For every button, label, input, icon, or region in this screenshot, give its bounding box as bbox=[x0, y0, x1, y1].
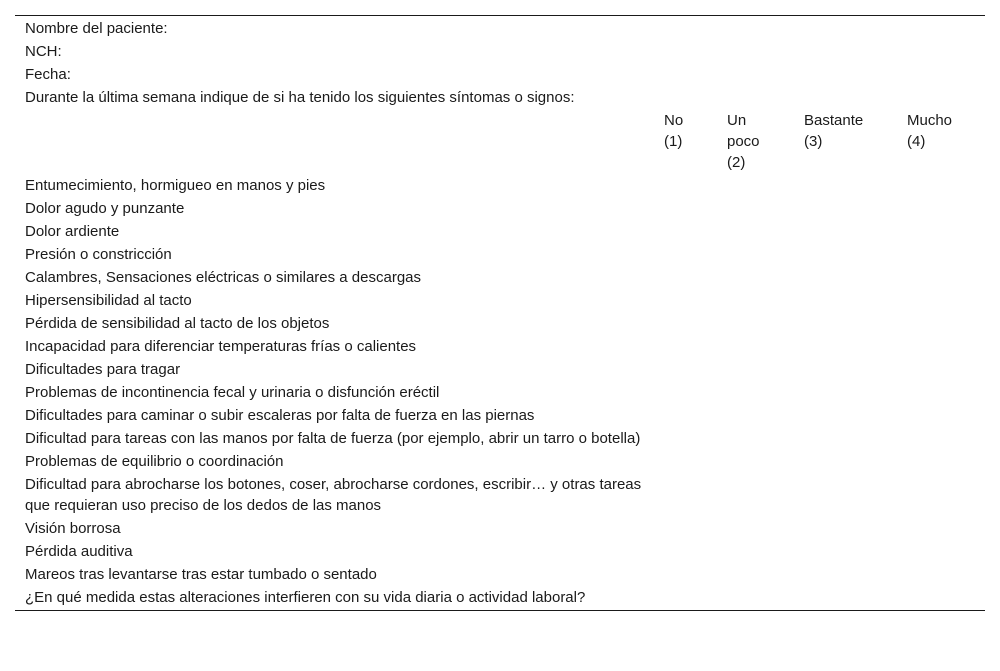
symptom-score-cell[interactable] bbox=[794, 563, 897, 586]
symptom-label: ¿En qué medida estas alteraciones interfieren con su vida diaria o actividad laboral? bbox=[25, 589, 586, 606]
header-row-patient-name bbox=[15, 17, 985, 40]
symptom-score-cell[interactable] bbox=[897, 586, 985, 609]
symptom-score-cell[interactable] bbox=[654, 197, 717, 220]
questionnaire-table-container bbox=[15, 15, 985, 611]
symptom-label: Hipersensibilidad al tacto bbox=[25, 292, 192, 309]
symptom-score-cell[interactable] bbox=[717, 381, 794, 404]
symptom-score-cell[interactable] bbox=[794, 266, 897, 289]
response-option-label: Mucho bbox=[907, 112, 953, 129]
symptom-score-cell[interactable] bbox=[717, 427, 794, 450]
symptom-score-cell[interactable] bbox=[897, 197, 985, 220]
symptom-row bbox=[15, 289, 985, 312]
symptom-score-cell[interactable] bbox=[717, 197, 794, 220]
symptom-score-cell[interactable] bbox=[654, 381, 717, 404]
symptom-label: Dolor agudo y punzante bbox=[25, 200, 185, 217]
symptom-score-cell[interactable] bbox=[717, 540, 794, 563]
symptom-score-cell[interactable] bbox=[897, 335, 985, 358]
symptom-score-cell[interactable] bbox=[794, 220, 897, 243]
response-option-un-poco bbox=[717, 109, 794, 174]
symptom-row bbox=[15, 473, 985, 517]
symptom-score-cell[interactable] bbox=[897, 312, 985, 335]
symptom-label: Incapacidad para diferenciar temperaturas frías o calientes bbox=[25, 338, 417, 355]
header-row-date bbox=[15, 63, 985, 86]
nch-label: NCH: bbox=[25, 43, 62, 60]
response-option-mucho bbox=[897, 109, 985, 174]
symptom-label: Dolor ardiente bbox=[25, 223, 120, 240]
symptom-row bbox=[15, 450, 985, 473]
symptom-score-cell[interactable] bbox=[897, 563, 985, 586]
symptom-score-cell[interactable] bbox=[654, 266, 717, 289]
symptom-score-cell[interactable] bbox=[794, 312, 897, 335]
symptom-score-cell[interactable] bbox=[794, 586, 897, 609]
symptom-score-cell[interactable] bbox=[717, 586, 794, 609]
symptom-row bbox=[15, 563, 985, 586]
symptom-score-cell[interactable] bbox=[897, 266, 985, 289]
symptom-score-cell[interactable] bbox=[794, 358, 897, 381]
symptom-score-cell[interactable] bbox=[654, 335, 717, 358]
symptom-score-cell[interactable] bbox=[897, 220, 985, 243]
symptom-row bbox=[15, 312, 985, 335]
symptom-score-cell[interactable] bbox=[794, 174, 897, 197]
questionnaire-table bbox=[15, 17, 985, 609]
symptom-score-cell[interactable] bbox=[717, 358, 794, 381]
header-row-instructions bbox=[15, 86, 985, 109]
response-option-score: (2) bbox=[727, 154, 746, 171]
symptom-score-cell[interactable] bbox=[717, 335, 794, 358]
symptom-score-cell[interactable] bbox=[794, 243, 897, 266]
response-option-bastante bbox=[794, 109, 897, 174]
response-scale-spacer bbox=[15, 109, 654, 174]
symptom-score-cell[interactable] bbox=[897, 289, 985, 312]
response-option-no bbox=[654, 109, 717, 174]
symptom-row bbox=[15, 335, 985, 358]
symptom-score-cell[interactable] bbox=[717, 312, 794, 335]
header-row-nch bbox=[15, 40, 985, 63]
symptom-row bbox=[15, 517, 985, 540]
symptom-score-cell[interactable] bbox=[794, 197, 897, 220]
symptom-label: Entumecimiento, hormigueo en manos y pies bbox=[25, 177, 326, 194]
symptom-label: Calambres, Sensaciones eléctricas o similares a descargas bbox=[25, 269, 422, 286]
symptom-score-cell[interactable] bbox=[897, 381, 985, 404]
symptom-score-cell[interactable] bbox=[794, 450, 897, 473]
symptom-score-cell[interactable] bbox=[794, 289, 897, 312]
symptom-score-cell[interactable] bbox=[717, 174, 794, 197]
symptom-score-cell[interactable] bbox=[794, 335, 897, 358]
symptom-row bbox=[15, 586, 985, 609]
questionnaire-body bbox=[15, 17, 985, 609]
response-option-label: poco bbox=[727, 133, 760, 150]
symptom-score-cell[interactable] bbox=[897, 450, 985, 473]
symptom-label: Mareos tras levantarse tras estar tumbado o sentado bbox=[25, 566, 377, 583]
symptom-score-cell[interactable] bbox=[794, 427, 897, 450]
symptom-score-cell[interactable] bbox=[897, 473, 985, 517]
symptom-score-cell[interactable] bbox=[654, 358, 717, 381]
patient-name-label: Nombre del paciente: bbox=[25, 20, 168, 37]
symptom-score-cell[interactable] bbox=[717, 220, 794, 243]
symptom-score-cell[interactable] bbox=[654, 473, 717, 517]
symptom-score-cell[interactable] bbox=[654, 174, 717, 197]
symptom-label: Problemas de incontinencia fecal y urinaria o disfunción eréctil bbox=[25, 384, 440, 401]
symptom-score-cell[interactable] bbox=[717, 243, 794, 266]
symptom-score-cell[interactable] bbox=[897, 517, 985, 540]
symptom-row bbox=[15, 220, 985, 243]
symptom-row bbox=[15, 266, 985, 289]
symptom-row bbox=[15, 404, 985, 427]
symptom-row bbox=[15, 243, 985, 266]
symptom-label: Problemas de equilibrio o coordinación bbox=[25, 453, 284, 470]
symptom-score-cell[interactable] bbox=[794, 473, 897, 517]
symptom-score-cell[interactable] bbox=[717, 517, 794, 540]
date-label: Fecha: bbox=[25, 66, 71, 83]
symptom-score-cell[interactable] bbox=[717, 404, 794, 427]
symptom-row bbox=[15, 427, 985, 450]
symptom-label: Visión borrosa bbox=[25, 520, 121, 537]
symptom-score-cell[interactable] bbox=[654, 427, 717, 450]
symptom-row bbox=[15, 358, 985, 381]
symptom-label: Dificultad para tareas con las manos por falta de fuerza (por ejemplo, abrir un tarro o botella) bbox=[25, 430, 641, 447]
symptom-score-cell[interactable] bbox=[897, 404, 985, 427]
symptom-score-cell[interactable] bbox=[717, 563, 794, 586]
symptom-score-cell[interactable] bbox=[654, 220, 717, 243]
response-option-label: No bbox=[664, 112, 684, 129]
response-scale-row bbox=[15, 109, 985, 174]
symptom-score-cell[interactable] bbox=[897, 540, 985, 563]
symptom-score-cell[interactable] bbox=[654, 450, 717, 473]
symptom-row bbox=[15, 174, 985, 197]
symptom-score-cell[interactable] bbox=[794, 404, 897, 427]
symptom-label: Dificultades para tragar bbox=[25, 361, 181, 378]
symptom-score-cell[interactable] bbox=[654, 540, 717, 563]
symptom-score-cell[interactable] bbox=[654, 563, 717, 586]
symptom-score-cell[interactable] bbox=[794, 381, 897, 404]
symptom-score-cell[interactable] bbox=[717, 266, 794, 289]
symptom-score-cell[interactable] bbox=[717, 289, 794, 312]
symptom-score-cell[interactable] bbox=[654, 517, 717, 540]
symptom-score-cell[interactable] bbox=[794, 517, 897, 540]
symptom-score-cell[interactable] bbox=[654, 404, 717, 427]
symptom-score-cell[interactable] bbox=[897, 358, 985, 381]
symptom-score-cell[interactable] bbox=[654, 289, 717, 312]
symptom-score-cell[interactable] bbox=[654, 243, 717, 266]
response-option-label: Un bbox=[727, 112, 747, 129]
symptom-score-cell[interactable] bbox=[897, 174, 985, 197]
symptom-score-cell[interactable] bbox=[794, 540, 897, 563]
response-option-score: (4) bbox=[907, 133, 926, 150]
symptom-row bbox=[15, 540, 985, 563]
symptom-label: Pérdida auditiva bbox=[25, 543, 133, 560]
symptom-row bbox=[15, 381, 985, 404]
symptom-score-cell[interactable] bbox=[654, 312, 717, 335]
response-option-score: (1) bbox=[664, 133, 683, 150]
symptom-label: Dificultad para abrocharse los botones, coser, abrocharse cordones, escribir… y otras tareas que requieran uso preciso de los dedos de las manos bbox=[25, 476, 642, 514]
symptom-score-cell[interactable] bbox=[897, 427, 985, 450]
symptom-score-cell[interactable] bbox=[717, 450, 794, 473]
response-option-score: (3) bbox=[804, 133, 823, 150]
instructions-text: Durante la última semana indique de si ha tenido los siguientes síntomas o signos: bbox=[25, 89, 575, 106]
symptom-label: Presión o constricción bbox=[25, 246, 172, 263]
symptom-label: Pérdida de sensibilidad al tacto de los objetos bbox=[25, 315, 330, 332]
symptom-score-cell[interactable] bbox=[654, 586, 717, 609]
symptom-score-cell[interactable] bbox=[717, 473, 794, 517]
symptom-label: Dificultades para caminar o subir escaleras por falta de fuerza en las piernas bbox=[25, 407, 535, 424]
symptom-row bbox=[15, 197, 985, 220]
symptom-score-cell[interactable] bbox=[897, 243, 985, 266]
response-option-label: Bastante bbox=[804, 112, 864, 129]
